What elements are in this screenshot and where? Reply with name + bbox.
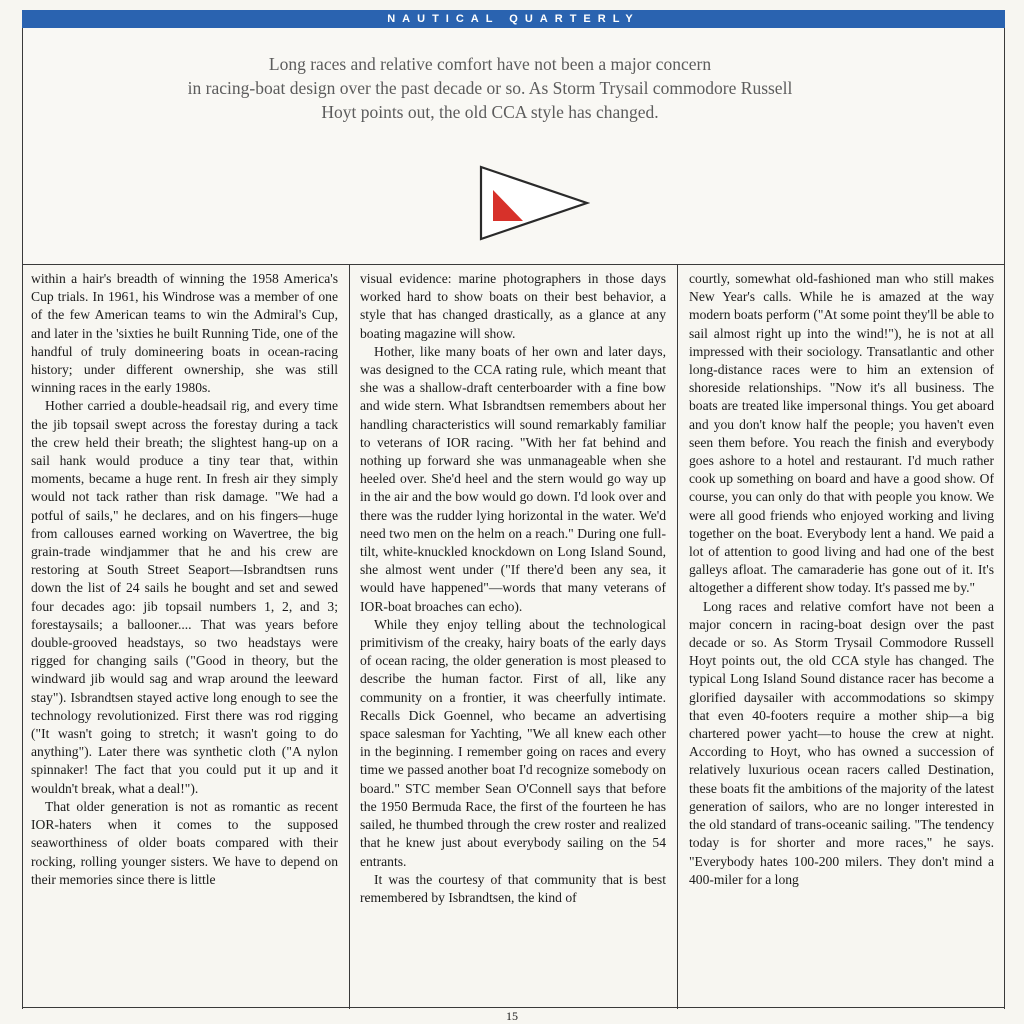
- paragraph: within a hair's breadth of winning the 1958 America's Cup trials. In 1961, his Windrose was a member of one of the few American teams to win the Admiral's Cup, and later in the 'sixties he built Running Tide, one of the handful of truly domineering boats in ocean-racing history; under different ownership, she was still winning races in the early 1980s.: [31, 271, 338, 396]
- text-column-1: [31, 270, 338, 1005]
- pull-quote: [80, 52, 900, 124]
- pull-quote-line: in racing-boat design over the past decade or so. As Storm Trysail commodore Russell: [187, 78, 793, 98]
- paragraph: It was the courtesy of that community that is best remembered by Isbrandtsen, the kind of: [360, 871, 666, 905]
- column-divider: [349, 264, 350, 1009]
- top-rule: [22, 264, 1005, 265]
- left-border: [22, 264, 23, 1009]
- paragraph: Hother carried a double-headsail rig, and every time the jib topsail swept across the forestay during a tack the crew held their breath; the slightest hang-up on a sail hank would produce a tiny tear that, within moments, became a huge rent. In fresh air they simply would not tack rather than risk damage. "We had a potful of sails," he declares, and on his fingers—huge from callouses earned working on Wavertree, the big grain-trade windjammer that he and his crew are restoring at South Street Seaport—Isbrandtsen runs down the list of 24 sails he bought and set and sewed four decades ago: jib topsail numbers 1, 2, and 3; forestaysails; a ballooner.... That was years before double-grooved headstays, so two headstays were rigged for changing sails ("Good in theory, but the windward jib would sag and wrap around the leeward stay"). Isbrandtsen stayed active long enough to see the technology revolutionized. First there was rod rigging ("It wasn't going to stretch; it wasn't going to do anything"). Later there was synthetic cloth ("A nylon spinnaker! The fact that you could put it up and it wouldn't break, what a deal!").: [31, 398, 338, 796]
- text-column-3: [689, 270, 994, 1005]
- paragraph: Long races and relative comfort have not been a major concern in racing-boat design over the past decade or so. As Storm Trysail Commodore Russell Hoyt points out, the old CCA style has changed. The typical Long Island Sound distance racer has become a glorified daysailer with accommodations so skimpy that even 40-footers require a mother ship—a big chartered power yacht—to house the crew at night. According to Hoyt, who has owned a succession of relatively luxurious ocean racers called Destination, these boats fit the ambitions of the majority of the latest generation of sailors, who are no longer interested in the old standard of trans-oceanic sailing. "The tendency today is for shorter and more races," he says. "Everybody hates 100-200 milers. They don't mind a 400-miler for a long: [689, 598, 994, 887]
- pull-quote-line: Hoyt points out, the old CCA style has changed.: [321, 102, 659, 122]
- paragraph: visual evidence: marine photographers in those days worked hard to show boats on their best behavior, a style that has changed drastically, as a glance at any boating magazine will show.: [360, 271, 666, 341]
- page-number: 15: [506, 1009, 518, 1023]
- paragraph: That older generation is not as romantic as recent IOR-haters when it comes to the supposed seaworthiness of older boats compared with their rocking, rolling younger sisters. We have to depend on their memories since there is little: [31, 798, 338, 887]
- text-column-2: [360, 270, 666, 1005]
- right-border: [1004, 264, 1005, 1009]
- paragraph: courtly, somewhat old-fashioned man who still makes New Year's calls. While he is amazed at the way modern boats perform ("At some point they'll be able to sail almost right up into the wind!"), he is not at all impressed with their sociology. Transatlantic and other long-distance races were to him an extension of shoreside relationships. "Now it's all business. The boats are treated like impersonal things. You get aboard and you don't know half the people; you haven't even seen them before. You reach the finish and everybody goes ashore to a hotel and restaurant. I'd much rather cook up something on board and have a good show. Of course, you can only do that with people you know. We were all good friends who enjoyed working and living together on the boat. Everybody lent a hand. We paid a lot of attention to good living and had one of the best galleys afloat. The camaraderie has gone out of it. It's altogether a different show today. It's passed me by.": [689, 271, 994, 596]
- header-bar: [22, 10, 1005, 28]
- burgee-flag-icon: [455, 145, 590, 245]
- column-divider: [677, 264, 678, 1009]
- paragraph: Hother, like many boats of her own and later days, was designed to the CCA rating rule, which meant that she was a shallow-draft centerboarder with a fine bow and wide stern. What Isbrandtsen remembers about her handling characteristics will sound remarkably familiar to veterans of IOR racing. "With her fat behind and nothing up forward she was unmanageable when she heeled over. She'd heel and the stern would go way up in the air and the bow would go down. I'd look over and there was the rudder lying horizontal in the water. We'd need two men on the helm on a reach." During one full-tilt, white-knuckled knockdown on Long Island Sound, she almost went under ("If there'd been any sea, it would have happened"—words that many veterans of IOR-boat broaches can echo).: [360, 343, 666, 614]
- magazine-title: NAUTICAL QUARTERLY: [387, 13, 640, 25]
- pull-quote-line: Long races and relative comfort have not been a major concern: [268, 54, 712, 74]
- paragraph: While they enjoy telling about the technological primitivism of the creaky, hairy boats of the early days of ocean racing, the older generation is most pleased to describe the human factor. First of all, like any community on a frontier, it was cheerfully intimate. Recalls Dick Goennel, who became an advertising space salesman for Yachting, "We all knew each other in the beginning. I remember going on races and every time we passed another boat I'd recognize somebody on board." STC member Sean O'Connell says that before the 1950 Bermuda Race, the first of the fourteen he has sailed, he thumbed through the crew roster and realized that he knew just about everybody sailing on the 54 entrants.: [360, 616, 666, 869]
- bottom-rule: [22, 1007, 1005, 1008]
